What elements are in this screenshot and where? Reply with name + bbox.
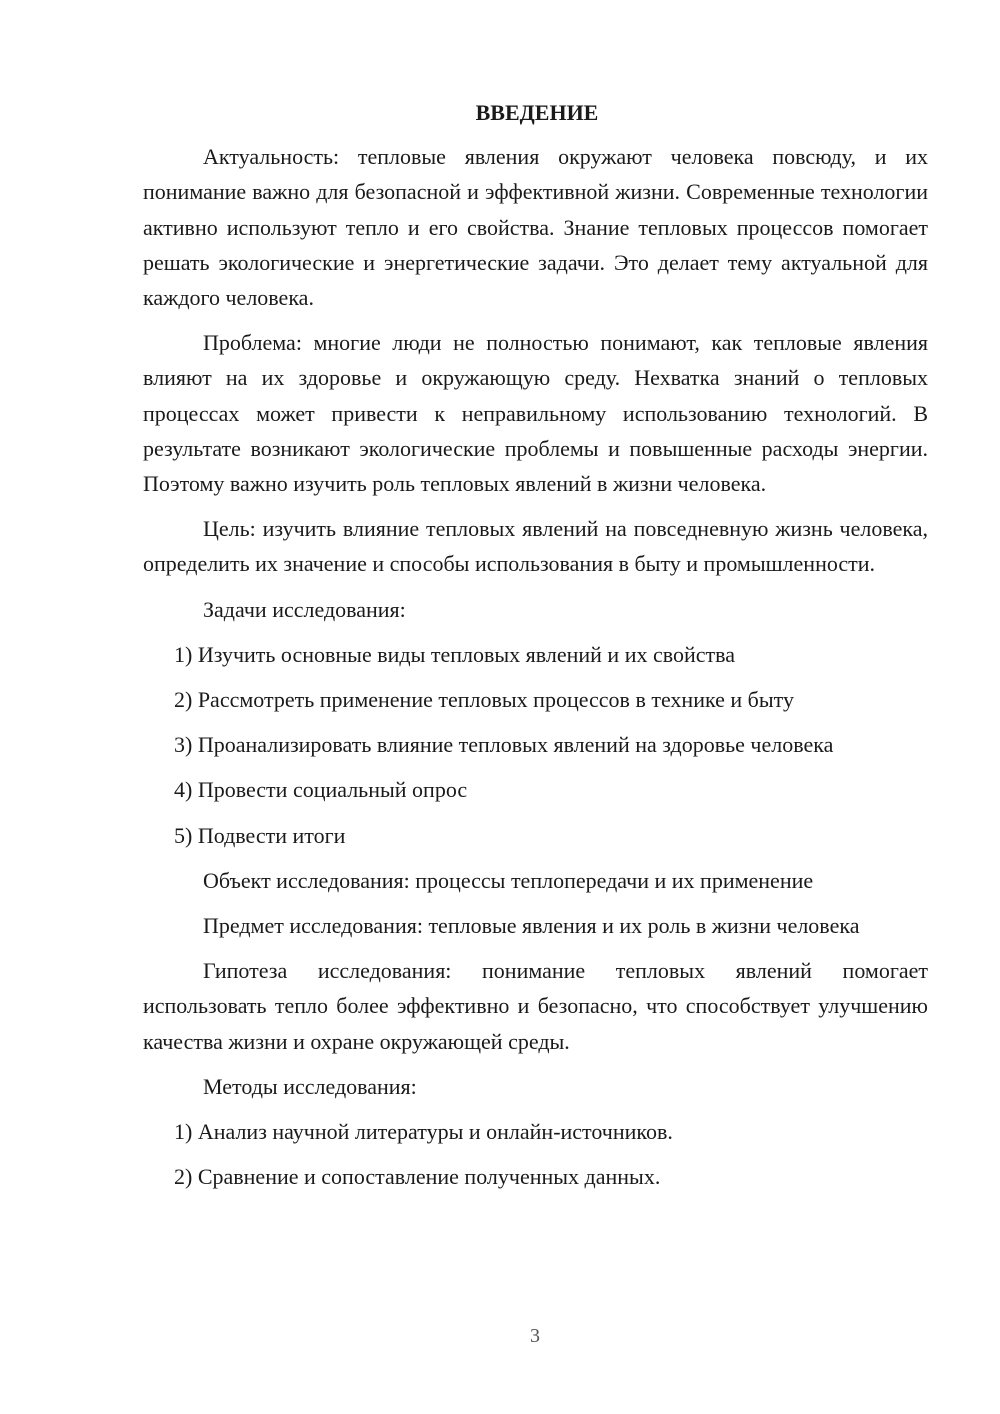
list-item: 4) Провести социальный опрос xyxy=(174,777,468,803)
list-item: 2) Сравнение и сопоставление полученных данных. xyxy=(174,1164,661,1190)
list-item: 1) Анализ научной литературы и онлайн-источников. xyxy=(174,1119,673,1145)
tasks-list xyxy=(143,637,928,853)
paragraph-object: Объект исследования: процессы теплопередачи и их применение xyxy=(203,867,814,893)
list-item: 2) Рассмотреть применение тепловых процессов в технике и быту xyxy=(174,687,794,713)
list-item: 5) Подвести итоги xyxy=(174,822,346,848)
paragraph-problem: Проблема: многие люди не полностью понимают, как тепловые явления влияют на их здоровье и окружающую среду. Нехватка знаний о тепловых процессах может привести к неправильному использованию технологий. В результате возникают экологические проблемы и повышенные расходы энергии. Поэтому важно изучить роль тепловых явлений в жизни человека. xyxy=(143,330,928,497)
list-item: 1) Изучить основные виды тепловых явлений и их свойства xyxy=(174,641,735,667)
paragraph-subject: Предмет исследования: тепловые явления и их роль в жизни человека xyxy=(203,913,860,939)
document-page xyxy=(143,95,928,1204)
paragraph-relevance: Актуальность: тепловые явления окружают человека повсюду, и их понимание важно для безопасной и эффективной жизни. Современные технологии активно используют тепло и его свойства. Знание тепловых процессов помогает решать экологические и энергетические задачи. Это делает тему актуальной для каждого человека. xyxy=(143,144,928,311)
paragraph-goal: Цель: изучить влияние тепловых явлений на повседневную жизнь человека, определить их значение и способы использования в быту и промышленности. xyxy=(143,516,928,577)
page-number: 3 xyxy=(530,1325,540,1347)
document-title: ВВЕДЕНИЕ xyxy=(475,100,599,125)
methods-list xyxy=(143,1114,928,1194)
methods-heading: Методы исследования: xyxy=(203,1073,417,1099)
paragraph-hypothesis: Гипотеза исследования: понимание тепловых явлений помогает использовать тепло более эффективно и безопасно, что способствует улучшению качества жизни и охране окружающей среды. xyxy=(143,958,928,1054)
tasks-heading: Задачи исследования: xyxy=(203,596,406,622)
list-item: 3) Проанализировать влияние тепловых явлений на здоровье человека xyxy=(174,732,834,758)
